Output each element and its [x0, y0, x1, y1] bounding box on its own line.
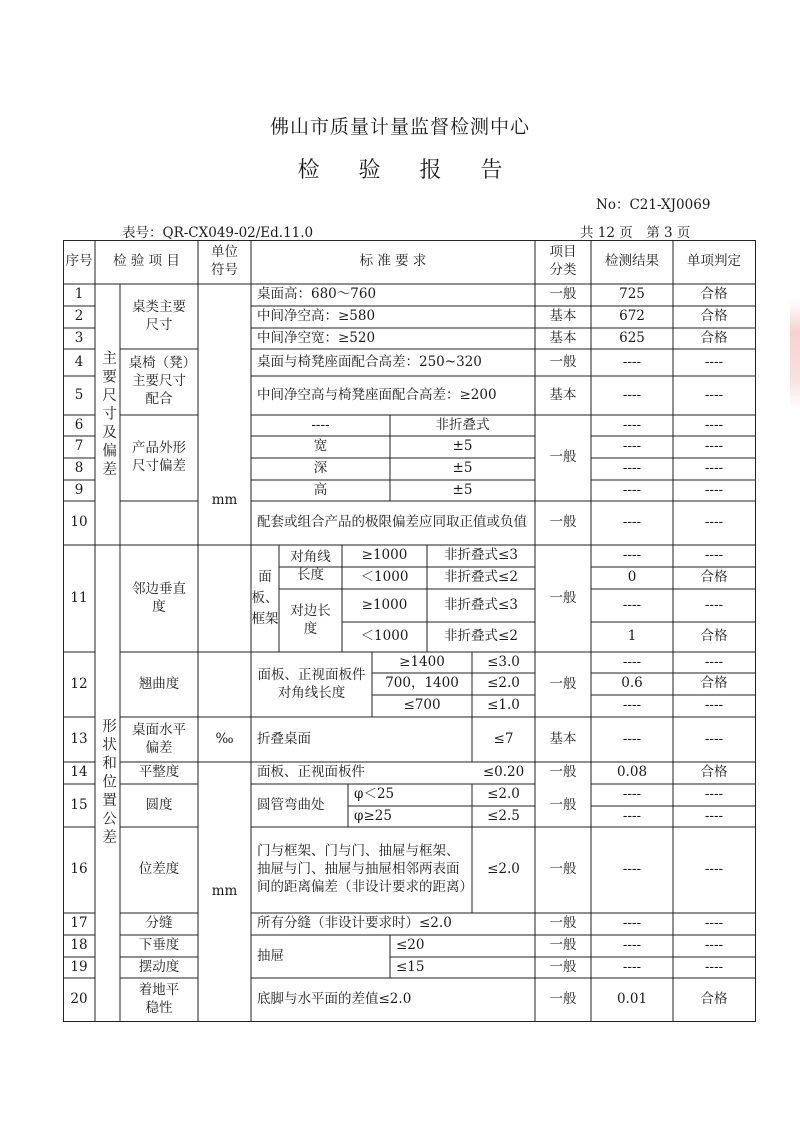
std-row-7-b: ±5: [452, 438, 473, 455]
class-14: 一般: [549, 764, 577, 781]
std-row-8-a: 深: [313, 460, 328, 477]
seq-17: 17: [70, 915, 88, 932]
result-5: ----: [622, 386, 642, 403]
page-info: 共 12 页 第 3 页: [580, 225, 691, 241]
col-header-standard: 标 准 要 求: [359, 253, 427, 270]
class-13: 基本: [549, 730, 577, 747]
col-header-item: 检 验 项 目: [113, 253, 180, 270]
item-outline-deviation: 产品外形尺寸偏差: [132, 440, 186, 474]
col-header-result: 检测结果: [605, 253, 659, 270]
verdict-13: ----: [704, 730, 724, 747]
result-14: 0.08: [616, 764, 648, 781]
item-perpendicularity: 邻边垂直度: [132, 580, 186, 615]
std-row-7-a: 宽: [313, 438, 328, 455]
verdict-14: 合格: [700, 764, 728, 781]
result-11-d: 1: [627, 628, 637, 645]
unit-mm-lower: mm: [211, 882, 238, 899]
std-row-15-b: ≤2.0: [487, 786, 520, 803]
item-flatness: 平整度: [138, 764, 180, 781]
std-row-17: 所有分缝（非设计要求时）≤2.0: [257, 915, 452, 932]
seq-8: 8: [74, 460, 84, 477]
result-3: 625: [619, 329, 645, 346]
result-20: 0.01: [616, 990, 648, 1007]
verdict-2: 合格: [700, 308, 728, 325]
col-header-verdict: 单项判定: [687, 253, 741, 270]
std-row-15-d: ≤2.5: [487, 807, 520, 824]
class-3: 基本: [549, 329, 577, 346]
verdict-12-b: 合格: [700, 675, 728, 692]
std-row-11-c: ＜1000: [360, 569, 409, 586]
seq-11: 11: [70, 589, 88, 606]
item-chair-fit: 桌椅（凳）主要尺寸配合: [128, 355, 190, 407]
std-row-11-a: ≥1000: [361, 547, 408, 564]
verdict-17: ----: [704, 915, 724, 932]
seq-1: 1: [74, 286, 84, 303]
result-2: 672: [619, 308, 645, 325]
item-swing: 摆动度: [138, 958, 180, 975]
result-11-b: 0: [627, 569, 637, 586]
result-12-b: 0.6: [621, 675, 643, 692]
std-row-15-a: φ＜25: [354, 786, 395, 803]
verdict-11-a: ----: [704, 547, 724, 564]
result-19: ----: [622, 958, 642, 975]
seq-20: 20: [70, 990, 88, 1007]
result-15-a: ----: [622, 786, 642, 803]
std-row-2: 中间净空高：≥580: [257, 308, 376, 325]
class-16: 一般: [549, 861, 577, 878]
std-row-3: 中间净空宽：≥520: [257, 329, 376, 346]
result-9: ----: [622, 481, 642, 498]
verdict-18: ----: [704, 937, 724, 954]
std-row-12-c: 700，1400: [385, 675, 459, 692]
result-11-c: ----: [622, 596, 642, 613]
std-row-6-a: ----: [311, 416, 330, 433]
verdict-1: 合格: [700, 286, 728, 303]
verdict-11-d: 合格: [700, 628, 728, 645]
std-row-14-b: ≤0.20: [482, 764, 525, 781]
std-row-4: 桌面与椅凳座面配合高差：250~320: [257, 353, 482, 370]
seq-6: 6: [74, 416, 84, 433]
result-1: 725: [619, 286, 645, 303]
result-8: ----: [622, 460, 642, 477]
result-18: ----: [622, 937, 642, 954]
std-row-12-f: ≤1.0: [487, 697, 520, 714]
class-1: 一般: [549, 286, 577, 303]
result-15-b: ----: [622, 807, 642, 824]
group-shape-position: 形状和位置公差: [100, 718, 117, 848]
item-table-dimensions: 桌类主要尺寸: [132, 298, 186, 333]
verdict-12-c: ----: [704, 697, 724, 714]
group-main-dimensions: 主要尺寸及偏差: [100, 349, 117, 480]
seq-19: 19: [70, 958, 88, 975]
seq-13: 13: [70, 730, 88, 747]
std-row-8-b: ±5: [452, 460, 473, 477]
std-row-11-e: ≥1000: [361, 596, 408, 613]
class-19: 一般: [549, 958, 577, 975]
verdict-15-a: ----: [704, 786, 724, 803]
std-row-11-diag: 对角线长度: [290, 549, 331, 583]
item-offset: 位差度: [138, 861, 180, 878]
std-row-13-b: ≤7: [493, 730, 514, 747]
report-title: 检 验 报 告: [297, 158, 519, 183]
unit-permille: ‰: [215, 730, 234, 747]
item-roundness: 圆度: [145, 796, 173, 813]
verdict-12-a: ----: [704, 653, 724, 670]
item-sag: 下垂度: [138, 937, 180, 954]
class-17: 一般: [549, 915, 577, 932]
std-row-11-edge: 对边长度: [290, 602, 331, 637]
std-row-18-label: 抽屉: [257, 947, 284, 964]
std-row-12-d: ≤2.0: [487, 675, 520, 692]
class-6-9: 一般: [549, 449, 577, 466]
org-name: 佛山市质量计量监督检测中心: [269, 116, 530, 138]
result-13: ----: [622, 730, 642, 747]
std-row-11-side: 面板、框架: [251, 569, 279, 627]
seq-3: 3: [74, 329, 84, 346]
result-12-c: ----: [622, 697, 642, 714]
verdict-11-b: 合格: [700, 569, 728, 586]
col-header-seq: 序号: [65, 253, 93, 270]
std-row-12-e: ≤700: [403, 697, 441, 714]
class-2: 基本: [549, 308, 577, 325]
seq-15: 15: [70, 796, 88, 813]
std-row-11-h: 非折叠式≤2: [444, 628, 518, 645]
seq-18: 18: [70, 937, 88, 954]
result-6: ----: [622, 416, 642, 433]
std-row-16-a: 门与框架、门与门、抽屉与框架、抽屉与门、抽屉与抽屉相邻两表面间的距离偏差（非设计要求的距离）: [257, 843, 473, 895]
result-11-a: ----: [622, 547, 642, 564]
std-row-12-label: 面板、正视面板件对角线长度: [257, 666, 366, 701]
report-number: No：C21-XJ0069: [596, 197, 711, 213]
verdict-10: ----: [704, 514, 724, 531]
seq-9: 9: [74, 481, 84, 498]
seq-5: 5: [74, 386, 84, 403]
verdict-16: ----: [704, 861, 724, 878]
seq-14: 14: [70, 764, 88, 781]
item-warpage: 翘曲度: [138, 675, 180, 692]
class-12: 一般: [549, 675, 577, 692]
result-16: ----: [622, 861, 642, 878]
std-row-12-b: ≤3.0: [487, 653, 520, 670]
verdict-15-b: ----: [704, 807, 724, 824]
unit-mm-upper: mm: [211, 491, 238, 508]
std-row-11-b: 非折叠式≤3: [444, 547, 518, 564]
std-row-11-d: 非折叠式≤2: [444, 569, 518, 586]
col-header-unit: 单位符号: [211, 244, 238, 278]
verdict-9: ----: [704, 481, 724, 498]
std-row-13-a: 折叠桌面: [257, 730, 311, 747]
seq-4: 4: [74, 353, 84, 370]
item-stability: 着地平稳性: [138, 981, 180, 1016]
std-row-15-label: 圆管弯曲处: [257, 796, 325, 813]
seq-16: 16: [70, 861, 88, 878]
verdict-11-c: ----: [704, 596, 724, 613]
std-row-9-b: ±5: [452, 481, 473, 498]
result-4: ----: [622, 353, 642, 370]
verdict-3: 合格: [700, 329, 728, 346]
col-header-class: 项目分类: [549, 244, 577, 278]
result-7: ----: [622, 438, 642, 455]
std-row-16-b: ≤2.0: [487, 861, 520, 878]
verdict-20: 合格: [700, 990, 728, 1007]
seq-10: 10: [70, 514, 88, 531]
class-4: 一般: [549, 353, 577, 370]
class-11: 一般: [549, 589, 577, 606]
std-row-18: ≤20: [396, 937, 425, 954]
verdict-8: ----: [704, 460, 724, 477]
std-row-15-c: φ≥25: [354, 807, 392, 824]
std-row-9-a: 高: [313, 481, 328, 498]
class-20: 一般: [549, 990, 577, 1007]
std-row-1: 桌面高：680～760: [257, 286, 377, 303]
result-17: ----: [622, 915, 642, 932]
verdict-7: ----: [704, 438, 724, 455]
seq-7: 7: [74, 438, 84, 455]
std-row-14-a: 面板、正视面板件: [257, 764, 365, 781]
seq-2: 2: [74, 308, 84, 325]
verdict-6: ----: [704, 416, 724, 433]
class-15: 一般: [549, 796, 577, 813]
class-18: 一般: [549, 937, 577, 954]
result-10: ----: [622, 514, 642, 531]
item-seam: 分缝: [145, 915, 173, 932]
item-level-deviation: 桌面水平偏差: [132, 721, 186, 756]
class-5: 基本: [549, 386, 577, 403]
std-row-6-b: 非折叠式: [435, 416, 490, 433]
std-row-11-g: ＜1000: [360, 628, 409, 645]
verdict-5: ----: [704, 386, 724, 403]
class-10: 一般: [549, 514, 577, 531]
result-12-a: ----: [622, 653, 642, 670]
std-row-11-f: 非折叠式≤3: [444, 596, 518, 613]
std-row-5: 中间净空高与椅凳座面配合高差：≥200: [257, 386, 497, 403]
std-row-12-a: ≥1400: [399, 653, 445, 670]
verdict-4: ----: [704, 353, 724, 370]
seq-12: 12: [70, 675, 88, 692]
std-row-19: ≤15: [396, 958, 425, 975]
verdict-19: ----: [704, 958, 724, 975]
std-row-20: 底脚与水平面的差值≤2.0: [257, 990, 412, 1007]
std-row-10: 配套或组合产品的极限偏差应同取正值或负值: [257, 514, 527, 531]
form-number: 表号：QR-CX049-02/Ed.11.0: [122, 225, 314, 241]
